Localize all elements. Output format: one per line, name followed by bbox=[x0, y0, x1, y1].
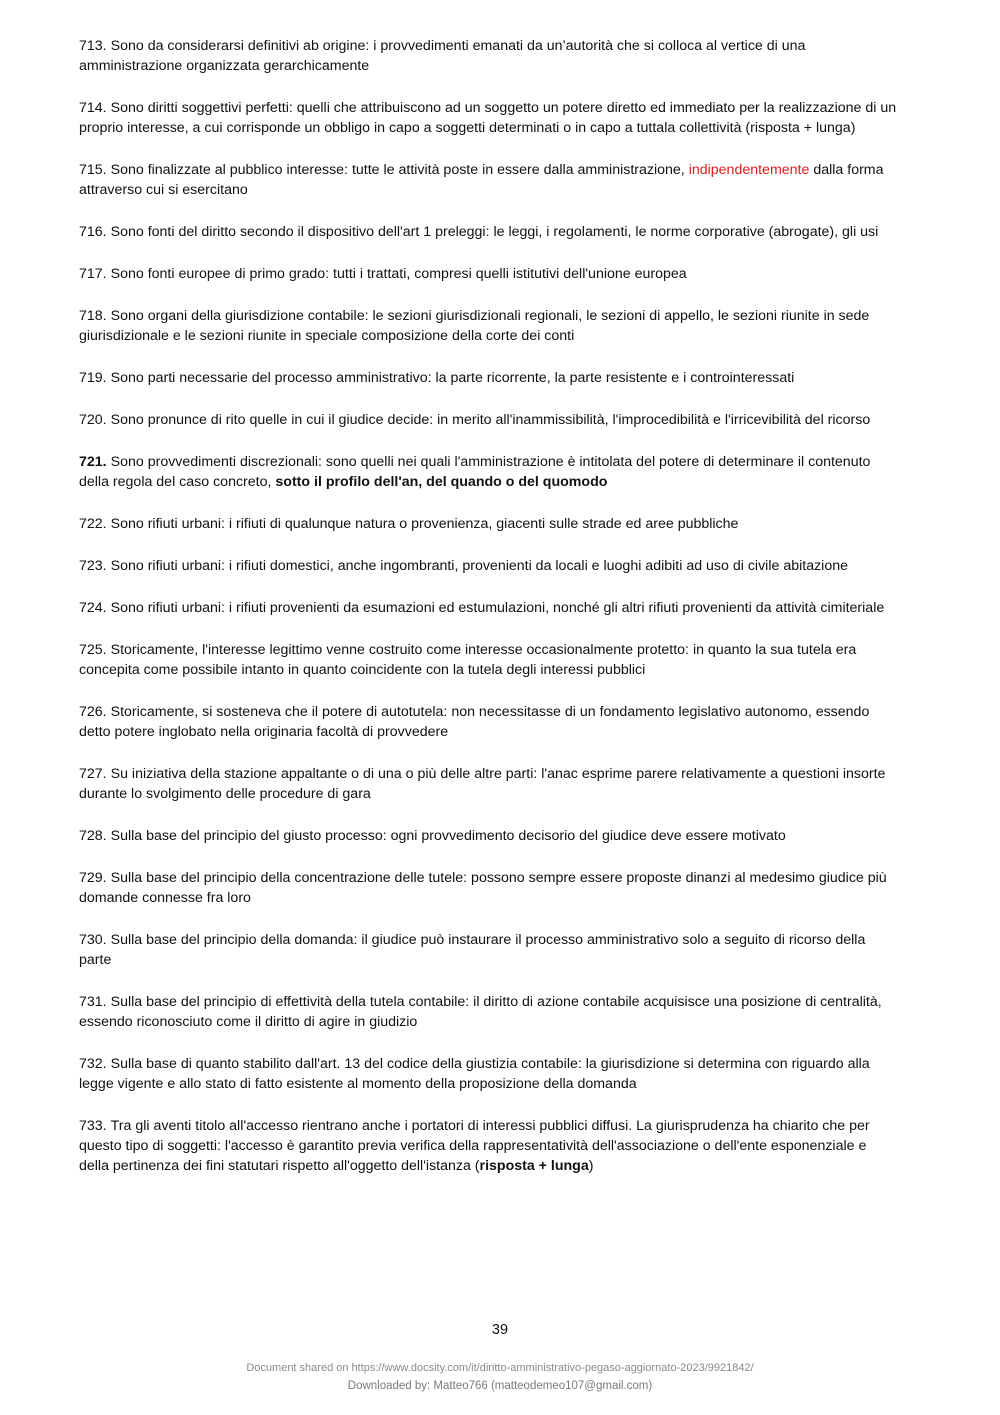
item-number: 715. bbox=[79, 162, 107, 178]
list-item bbox=[79, 514, 899, 534]
list-item bbox=[79, 556, 899, 576]
list-item bbox=[79, 410, 899, 430]
item-text: Sono pronunce di rito quelle in cui il giudice decide: in merito all'inammissibilità, l'improcedibilità e l'irricevibilità del ricorso bbox=[110, 412, 871, 428]
item-number: 713. bbox=[79, 38, 107, 54]
list-item bbox=[79, 826, 899, 846]
item-number: 733. bbox=[79, 1118, 107, 1134]
item-number: 719. bbox=[79, 370, 107, 386]
item-text-highlight: indipendentemente bbox=[688, 162, 810, 178]
item-number: 718. bbox=[79, 308, 107, 324]
item-text: Storicamente, l'interesse legittimo venne costruito come interesse occasionalmente protetto: in quanto la sua tutela era concepita come possibile intanto in quanto coincidente con la tutela degli interessi pubblici bbox=[79, 642, 857, 678]
item-text: Sulla base del principio della concentrazione delle tutele: possono sempre essere proposte dinanzi al medesimo giudice più domande connesse fra loro bbox=[79, 870, 887, 906]
item-text: Sono rifiuti urbani: i rifiuti di qualunque natura o provenienza, giacenti sulle strade ed aree pubbliche bbox=[110, 516, 739, 532]
list-item bbox=[79, 992, 899, 1032]
item-text: Sono rifiuti urbani: i rifiuti provenienti da esumazioni ed estumulazioni, nonché gli altri rifiuti provenienti da attività cimiteriale bbox=[110, 600, 885, 616]
item-text: Sulla base del principio della domanda: il giudice può instaurare il processo amministrativo solo a seguito di ricorso della parte bbox=[79, 932, 866, 968]
item-number: 729. bbox=[79, 870, 107, 886]
list-item bbox=[79, 36, 899, 76]
list-item bbox=[79, 868, 899, 908]
item-text-bold: risposta + lunga bbox=[479, 1158, 589, 1174]
item-number: 716. bbox=[79, 224, 107, 240]
item-text: Sono provvedimenti discrezionali: sono quelli nei quali l'amministrazione è intitolata del potere di determinare il contenuto della regola del caso concreto, bbox=[79, 454, 871, 490]
item-number: 721. bbox=[79, 454, 107, 470]
list-item bbox=[79, 764, 899, 804]
item-text: Sono rifiuti urbani: i rifiuti domestici, anche ingombranti, provenienti da locali e luoghi adibiti ad uso di civile abitazione bbox=[110, 558, 849, 574]
list-item bbox=[79, 98, 899, 138]
item-number: 723. bbox=[79, 558, 107, 574]
item-number: 714. bbox=[79, 100, 107, 116]
item-text: Sono diritti soggettivi perfetti: quelli che attribuiscono ad un soggetto un potere diretto ed immediato per la realizzazione di un proprio interesse, a cui corrisponde un obbligo in capo a soggetti determinati o in capo a tuttala collettività (risposta + lunga) bbox=[79, 100, 897, 136]
item-number: 717. bbox=[79, 266, 107, 282]
list-item bbox=[79, 222, 899, 242]
list-item bbox=[79, 160, 899, 200]
list-item bbox=[79, 368, 899, 388]
item-text: Sulla base del principio del giusto processo: ogni provvedimento decisorio del giudice deve essere motivato bbox=[110, 828, 786, 844]
item-text: dalla forma attraverso cui si esercitano bbox=[79, 162, 884, 198]
item-number: 730. bbox=[79, 932, 107, 948]
item-text: Sono parti necessarie del processo amministrativo: la parte ricorrente, la parte resistente e i controinteressati bbox=[110, 370, 795, 386]
item-text: Sono fonti europee di primo grado: tutti i trattati, compresi quelli istitutivi dell'unione europea bbox=[110, 266, 687, 282]
item-text: Sulla base del principio di effettività della tutela contabile: il diritto di azione contabile acquisisce una posizione di centralità, essendo riconosciuto come il diritto di agire in giudizio bbox=[79, 994, 882, 1030]
item-text: Sulla base di quanto stabilito dall'art. 13 del codice della giustizia contabile: la giurisdizione si determina con riguardo alla legge vigente e allo stato di fatto esistente al momento della proposizione della domanda bbox=[79, 1056, 870, 1092]
item-number: 726. bbox=[79, 704, 107, 720]
footer-downloaded-by: Downloaded by: Matteo766 (matteodemeo107@gmail.com) bbox=[347, 1380, 653, 1392]
item-text: Sono organi della giurisdizione contabile: le sezioni giurisdizionali regionali, le sezioni di appello, le sezioni riunite in sede giurisdizionale e le sezioni riunite in speciale composizione della corte dei conti bbox=[79, 308, 870, 344]
list-item bbox=[79, 306, 899, 346]
item-number: 732. bbox=[79, 1056, 107, 1072]
item-text: Tra gli aventi titolo all'accesso rientrano anche i portatori di interessi pubblici diffusi. La giurisprudenza ha chiarito che per questo tipo di soggetti: l'accesso è garantito previa verifica della rappresentatività dell'associazione o dell'ente esponenziale e della pertinenza dei fini statutari rispetto all'oggetto dell'istanza ( bbox=[79, 1118, 870, 1174]
item-number: 724. bbox=[79, 600, 107, 616]
list-item bbox=[79, 598, 899, 618]
item-number: 731. bbox=[79, 994, 107, 1010]
footer-shared-link[interactable]: Document shared on https://www.docsity.com/it/diritto-amministrativo-pegaso-aggiornato-2023/9921842/ bbox=[246, 1362, 754, 1374]
item-number: 720. bbox=[79, 412, 107, 428]
question-list bbox=[79, 36, 899, 1198]
item-text-bold: sotto il profilo dell'an, del quando o del quomodo bbox=[275, 474, 608, 490]
list-item bbox=[79, 640, 899, 680]
item-number: 725. bbox=[79, 642, 107, 658]
item-text: Sono finalizzate al pubblico interesse: tutte le attività poste in essere dalla amministrazione, bbox=[110, 162, 689, 178]
list-item bbox=[79, 930, 899, 970]
page-number: 39 bbox=[491, 1322, 509, 1338]
item-text: ) bbox=[588, 1158, 594, 1174]
list-item bbox=[79, 702, 899, 742]
item-number: 722. bbox=[79, 516, 107, 532]
item-text: Storicamente, si sosteneva che il potere di autotutela: non necessitasse di un fondamento legislativo autonomo, essendo detto potere inglobato nella originaria facoltà di provvedere bbox=[79, 704, 870, 740]
item-number: 728. bbox=[79, 828, 107, 844]
item-text: Sono fonti del diritto secondo il dispositivo dell'art 1 preleggi: le leggi, i regolamenti, le norme corporative (abrogate), gli usi bbox=[110, 224, 879, 240]
list-item bbox=[79, 452, 899, 492]
item-number: 727. bbox=[79, 766, 107, 782]
list-item bbox=[79, 1116, 899, 1176]
list-item bbox=[79, 1054, 899, 1094]
item-text: Sono da considerarsi definitivi ab origine: i provvedimenti emanati da un’autorità che si colloca al vertice di una amministrazione organizzata gerarchicamente bbox=[79, 38, 806, 74]
list-item bbox=[79, 264, 899, 284]
item-text: Su iniziativa della stazione appaltante o di una o più delle altre parti: l'anac esprime parere relativamente a questioni insorte durante lo svolgimento delle procedure di gara bbox=[79, 766, 886, 802]
